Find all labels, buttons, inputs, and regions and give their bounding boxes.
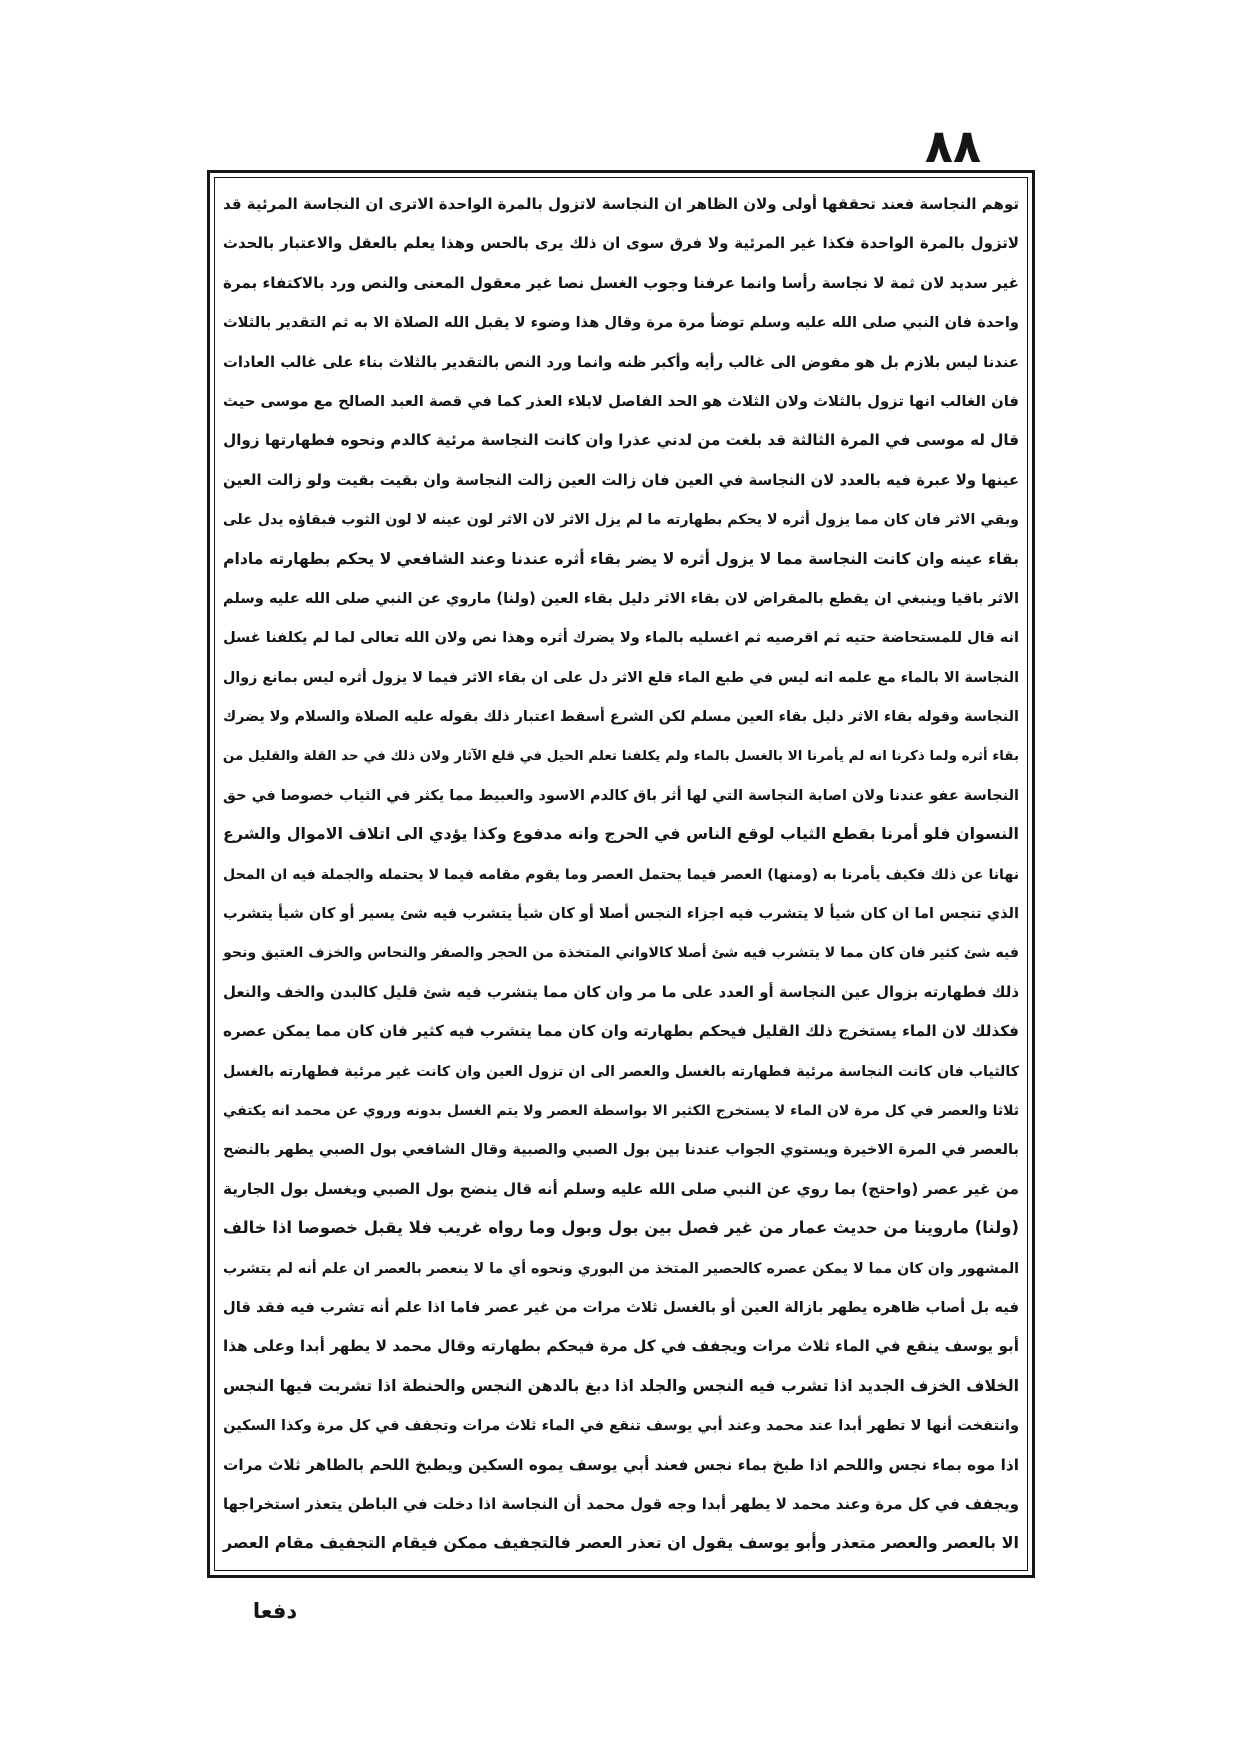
- line-text: الا بالعصر والعصر متعذر وأبو يوسف يقول ان تعذر العصر فالتجفيف ممكن فيقام التجفيف مقام العصر: [223, 1533, 1019, 1553]
- text-line: [223, 1445, 1019, 1484]
- line-text: بالعصر في المرة الاخيرة ويستوي الجواب عندنا بين بول الصبي والصبية وقال الشافعي بول الصبي يطهر بالنضح: [223, 1141, 1019, 1159]
- line-text: بقاء أثره ولما ذكرنا انه لم يأمرنا الا بالغسل بالماء ولم يكلفنا تعلم الحيل في قلع الآثار ولان ذلك في حد القلة والقليل من: [222, 749, 1019, 765]
- text-line: [223, 381, 1019, 420]
- line-text: فيه بل أصاب ظاهره يطهر بازالة العين أو بالغسل ثلاث مرات من غير عصر فاما اذا علم أنه تشرب فيه فقد قال: [222, 1298, 1019, 1316]
- line-text: اذا موه بماء نجس واللحم اذا طبخ بماء نجس فعند أبي يوسف يموه السكين ويطبخ اللحم بالطاهر ثلاث مرات: [222, 1455, 1019, 1474]
- line-text: النجاسة وقوله بقاء الاثر دليل بقاء العين مسلم لكن الشرع أسقط اعتبار ذلك بقوله عليه الصلاة والسلام ولا يضرك: [222, 709, 1019, 726]
- line-text: وبقي الاثر فان كان مما يزول أثره لا يحكم بطهارته ما لم يزل الاثر لان الاثر لون عينه لا لون الثوب فبقاؤه يدل على: [223, 512, 1019, 529]
- line-text: من غير عصر (واحتج) بما روي عن النبي صلى الله عليه وسلم أنه قال ينضح بول الصبي ويغسل بول الجارية: [222, 1179, 1019, 1198]
- line-text: فكذلك لان الماء يستخرج ذلك القليل فيحكم بطهارته وان كان مما يتشرب فيه كثير فان كان مما يمكن عصره: [223, 1022, 1019, 1041]
- line-text: واحدة فان النبي صلى الله عليه وسلم توضأ مرة مرة وقال هذا وضوء لا يقبل الله الصلاة الا به ثم التقدير بالثلاث: [222, 314, 1019, 332]
- text-line: [223, 1366, 1019, 1405]
- line-text: أبو يوسف ينقع في الماء ثلاث مرات ويجفف في كل مرة فيحكم بطهارته وقال محمد لا يطهر أبدا وعلى هذا: [222, 1337, 1019, 1356]
- text-line: [223, 460, 1019, 499]
- catchword: دفعا: [252, 1599, 298, 1623]
- page-number: ٨٨: [924, 119, 982, 173]
- text-line: [223, 617, 1019, 656]
- body-text: [223, 184, 1019, 1563]
- line-text: الاثر باقيا وينبغي ان يقطع بالمقراض لان بقاء الاثر دليل بقاء العين (ولنا) ماروي عن النبي صلى الله عليه وسلم: [222, 589, 1019, 607]
- line-text: بقاء عينه وان كانت النجاسة مما لا يزول أثره لا يضر بقاء أثره عندنا وعند الشافعي لا يحكم بطهارته مادام: [223, 549, 1019, 568]
- text-line: [223, 972, 1019, 1011]
- line-text: فيه شئ كثير فان كان مما لا يتشرب فيه شئ أصلا كالاواني المتخذة من الحجر والصفر والنحاس والخزف العتيق ونحو: [223, 945, 1019, 962]
- text-line: [223, 223, 1019, 262]
- line-text: وانتفخت أنها لا تطهر أبدا عند محمد وعند أبي يوسف تنقع في الماء ثلاث مرات وتجفف في كل مرة وكذا السكين: [223, 1417, 1019, 1435]
- line-text: انه قال للمستحاضة حتيه ثم اقرصيه ثم اغسليه بالماء ولا يضرك أثره وهذا نص ولان الله تعالى لما لم يكلفنا غسل: [223, 630, 1019, 647]
- line-text: نهانا عن ذلك فكيف يأمرنا به (ومنها) العصر فيما يحتمل العصر وما يقوم مقامه فيما لا يحتمله والجملة فيه ان المحل: [223, 866, 1019, 883]
- text-line: [223, 893, 1019, 932]
- line-text: ويجفف في كل مرة وعند محمد لا يطهر أبدا وجه قول محمد أن النجاسة اذا دخلت في الباطن يتعذر استخراجها: [222, 1494, 1019, 1513]
- text-line: [223, 1523, 1019, 1562]
- text-line: [223, 263, 1019, 302]
- text-line: [223, 1011, 1019, 1050]
- text-line: [223, 1326, 1019, 1365]
- text-line: [223, 1287, 1019, 1326]
- line-text: النجاسة عفو عندنا ولان اصابة النجاسة التي لها أثر باق كالدم الاسود والعبيط مما يكثر في الثياب خصوصا في حق: [223, 787, 1019, 804]
- text-line: [223, 814, 1019, 853]
- text-line: [223, 420, 1019, 459]
- text-line: [223, 499, 1019, 538]
- text-line: [223, 578, 1019, 617]
- line-text: ذلك فطهارته بزوال عين النجاسة أو العدد على ما مر وان كان مما يتشرب فيه شئ قليل كالبدن والخف والنعل: [223, 982, 1019, 1001]
- line-text: ثلاثا والعصر في كل مرة لان الماء لا يستخرج الكثير الا بواسطة العصر ولا يتم الغسل بدونه وروي عن محمد انه يكتفي: [222, 1102, 1019, 1119]
- line-text: الخلاف الخزف الجديد اذا تشرب فيه النجس والجلد اذا دبغ بالدهن النجس والحنطة اذا تشربت فيها النجس: [222, 1375, 1019, 1395]
- text-line: [223, 854, 1019, 893]
- text-line: [223, 1090, 1019, 1129]
- text-line: [223, 696, 1019, 735]
- text-line: [223, 302, 1019, 341]
- line-text: المشهور وان كان مما لا يمكن عصره كالحصير المتخذ من البوري ونحوه أي ما لا ينعصر بالعصر ان علم أنه لم يتشرب: [222, 1260, 1019, 1277]
- line-text: فان الغالب انها تزول بالثلاث ولان الثلاث هو الحد الفاصل لابلاء العذر كما في قصة العبد الصالح مع موسى حيث: [223, 392, 1019, 410]
- line-text: عينها ولا عبرة فيه بالعدد لان النجاسة في العين فان زالت العين زالت النجاسة وان بقيت بقيت ولو زالت العين: [223, 470, 1019, 489]
- line-text: النجاسة الا بالماء مع علمه انه ليس في طبع الماء قلع الاثر دل على ان بقاء الاثر فيما لا يزول أثره ليس بمانع زوال: [222, 669, 1019, 686]
- text-line: [223, 1208, 1019, 1247]
- text-line: [223, 1129, 1019, 1168]
- line-text: عندنا ليس بلازم بل هو مفوض الى غالب رأيه وأكبر ظنه وانما ورد النص بالتقدير بالثلاث بناء على غالب العادات: [222, 353, 1019, 371]
- text-line: [223, 342, 1019, 381]
- line-text: (ولنا) ماروينا من حديث عمار من غير فصل بين بول وبول وما رواه غريب فلا يقبل خصوصا اذا خالف: [222, 1218, 1019, 1238]
- text-line: [223, 1484, 1019, 1523]
- text-line: [223, 657, 1019, 696]
- text-line: [223, 735, 1019, 774]
- text-line: [223, 184, 1019, 223]
- text-line: [223, 1051, 1019, 1090]
- text-line: [223, 775, 1019, 814]
- text-line: [223, 932, 1019, 971]
- line-text: توهم النجاسة فعند تحققها أولى ولان الظاهر ان النجاسة لاتزول بالمرة الواحدة الاترى ان النجاسة المرئية قد: [223, 195, 1019, 213]
- text-line: [223, 1169, 1019, 1208]
- line-text: النسوان فلو أمرنا بقطع الثياب لوقع الناس في الحرج وانه مدفوع وكذا يؤدي الى اتلاف الاموال والشرع: [223, 824, 1019, 844]
- line-text: كالثياب فان كانت النجاسة مرئية فطهارته بالغسل والعصر الى ان تزول العين وان كانت غير مرئية فطهارته بالغسل: [223, 1063, 1019, 1080]
- text-line: [223, 539, 1019, 578]
- text-line: [223, 1248, 1019, 1287]
- line-text: غير سديد لان ثمة لا نجاسة رأسا وانما عرفنا وجوب الغسل نصا غير معقول المعنى والنص ورد بالاكتفاء بمرة: [223, 273, 1019, 292]
- text-line: [223, 1405, 1019, 1444]
- line-text: لاتزول بالمرة الواحدة فكذا غير المرئية ولا فرق سوى ان ذلك يرى بالحس وهذا يعلم بالعقل والاعتبار بالحدث: [222, 234, 1019, 253]
- line-text: الذي تنجس اما ان كان شيأ لا يتشرب فيه اجزاء النجس أصلا أو كان شيأ يتشرب فيه شئ يسير أو كان شيأ يتشرب: [222, 905, 1019, 923]
- line-text: قال له موسى في المرة الثالثة قد بلغت من لدني عذرا وان كانت النجاسة مرئية كالدم ونحوه فطهارتها زوال: [223, 431, 1019, 450]
